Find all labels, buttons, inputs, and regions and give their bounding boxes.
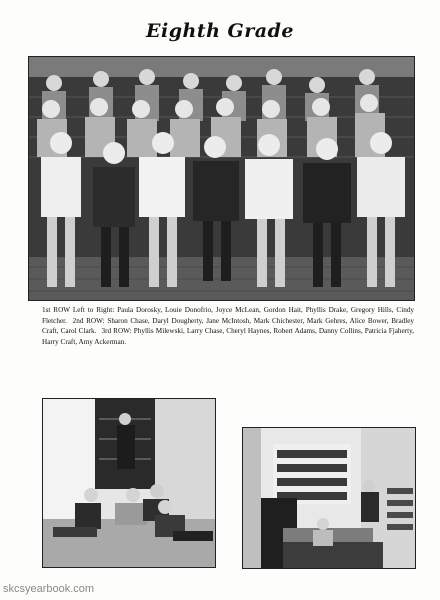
candid-photo-left-image bbox=[43, 399, 215, 567]
caption-row-2: 2nd ROW: Sharon Chase, Daryl Dougherty, Jane McIntosh, Mark Chichester, Mark Gehres, Alice Bower, Bradley Craft, Carol Clark. bbox=[42, 316, 415, 336]
photo-caption bbox=[42, 305, 414, 347]
candid-photo-right-image bbox=[243, 428, 415, 568]
caption-row-1: 1st ROW Left to Right: Paula Dorosky, Louie Donofrio, Joyce McLean, Gordon Hait, Phyllis Drake, Gregory Hills, Cindy Fletcher. bbox=[42, 306, 414, 325]
class-group-photo-image bbox=[29, 57, 414, 300]
class-group-photo bbox=[28, 56, 415, 301]
caption-row-3: 3rd ROW: Phyllis Milewski, Larry Chase, Cheryl Haynes, Robert Adams, Danny Collins, Patricia Fjaherty, Harry Craft, Amy Ackerman. bbox=[42, 327, 414, 346]
page-title: Eighth Grade bbox=[146, 20, 294, 42]
candid-photo-left bbox=[42, 398, 216, 568]
candid-photo-right bbox=[242, 427, 416, 569]
site-watermark: skcsyearbook.com bbox=[3, 583, 95, 595]
